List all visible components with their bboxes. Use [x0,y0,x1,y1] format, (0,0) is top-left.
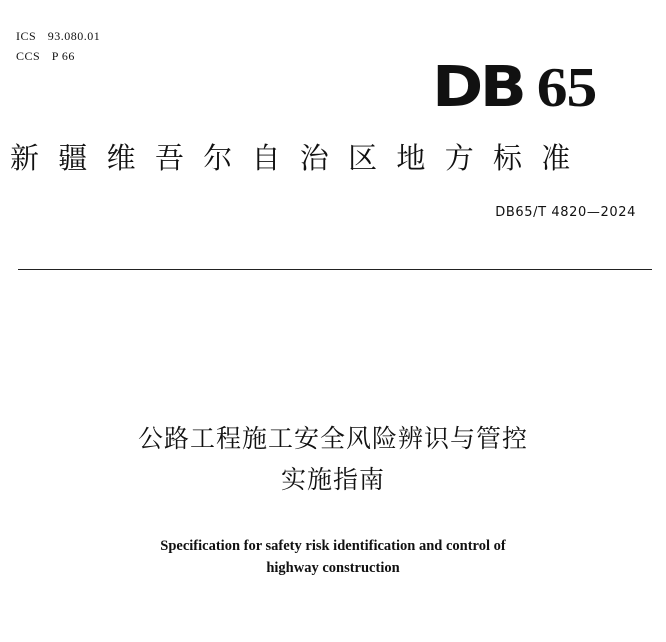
ccs-label: CCS [16,49,41,63]
ics-label: ICS [16,29,37,43]
ccs-code: P 66 [51,49,75,63]
standard-number: DB65/T 4820—2024 [495,205,636,220]
header-divider [18,269,652,270]
ics-line [16,26,100,46]
ics-code: 93.080.01 [47,29,101,43]
title-english [0,535,666,579]
title-chinese-line-1: 公路工程施工安全风险辨识与管控 [137,424,528,453]
standard-logo [432,52,596,123]
ccs-line [16,46,100,66]
standard-type-heading: 新疆维吾尔自治区地方标准 [10,141,590,175]
classification-codes [16,26,100,66]
title-chinese-line-2: 实施指南 [280,465,385,494]
title-english-line-1: Specification for safety risk identification and control of [160,538,506,554]
logo-digits: 65 [536,57,596,119]
logo-letters: DB [431,55,524,120]
title-english-line-2: highway construction [266,560,400,576]
title-chinese [0,418,666,500]
